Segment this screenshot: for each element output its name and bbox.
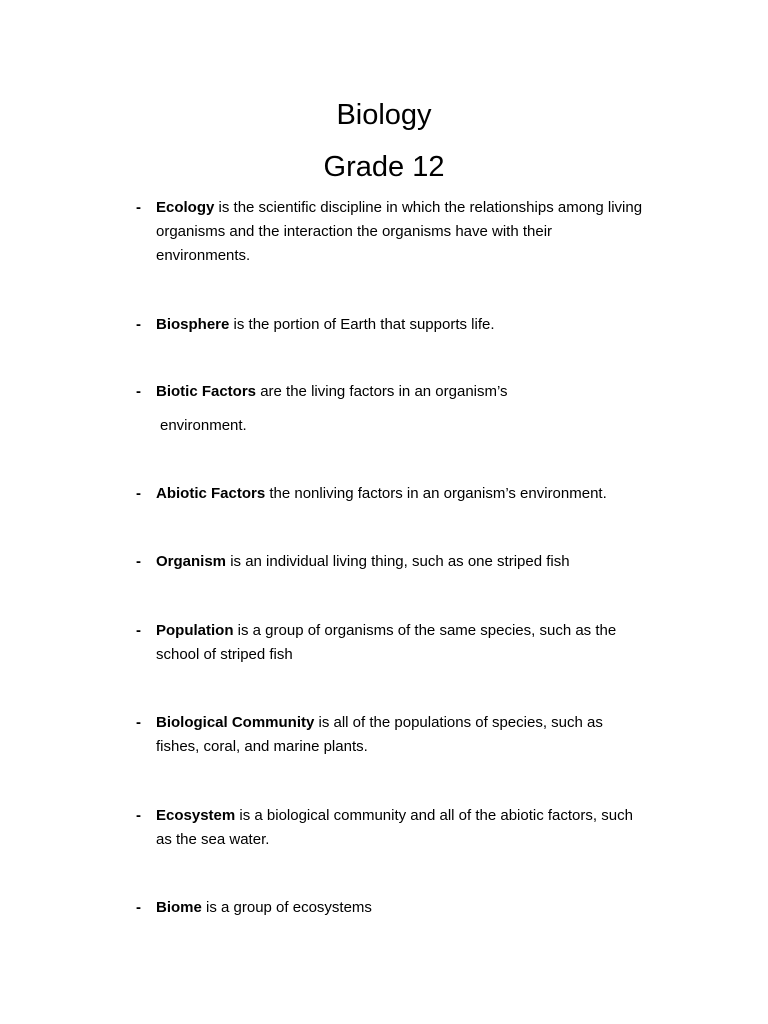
document-subtitle: Grade 12 (323, 151, 445, 183)
term-label: Biome (156, 899, 202, 916)
definition-body: are the living factors in an organism’s (256, 383, 508, 400)
definition-body: is the scientific discipline in which the relationships among living organisms and the interaction the organisms have with their environments. (156, 199, 643, 264)
definition-body: is a biological community and all of the abiotic factors, such as the sea water. (156, 807, 633, 848)
bullet-dash: - (136, 383, 141, 400)
definition-body: is a group of ecosystems (201, 899, 372, 916)
term-label: Population (156, 622, 234, 639)
definition-body: is an individual living thing, such as one striped fish (226, 553, 570, 570)
definition-text (156, 482, 646, 506)
definition-text (156, 313, 646, 337)
definition-text (156, 619, 646, 667)
definition-body: is all of the populations of species, such as fishes, coral, and marine plants. (156, 714, 603, 755)
definition-body: is a group of organisms of the same species, such as the school of striped fish (156, 622, 617, 663)
term-label: Biosphere (156, 316, 230, 333)
bullet-dash: - (136, 622, 141, 639)
bullet-dash: - (136, 714, 141, 731)
definition-text (156, 550, 646, 574)
term-label: Ecosystem (156, 807, 236, 824)
bullet-dash: - (136, 316, 141, 333)
bullet-dash: - (136, 199, 141, 216)
definition-body: is the portion of Earth that supports life. (229, 316, 495, 333)
term-label: Ecology (156, 199, 215, 216)
bullet-dash: - (136, 553, 141, 570)
bullet-dash: - (136, 899, 141, 916)
definition-text (156, 196, 646, 268)
document-title: Biology (336, 99, 432, 131)
definition-text (156, 380, 646, 404)
term-label: Biotic Factors (156, 383, 257, 400)
bullet-dash: - (136, 485, 141, 502)
definition-text (156, 711, 646, 759)
term-label: Organism (156, 553, 227, 570)
definition-text (156, 896, 646, 920)
definition-body: the nonliving factors in an organism’s environment. (265, 485, 607, 502)
definition-continuation: environment. (160, 417, 247, 434)
term-label: Biological Community (156, 714, 315, 731)
term-label: Abiotic Factors (156, 485, 266, 502)
bullet-dash: - (136, 807, 141, 824)
definition-text (156, 804, 646, 852)
